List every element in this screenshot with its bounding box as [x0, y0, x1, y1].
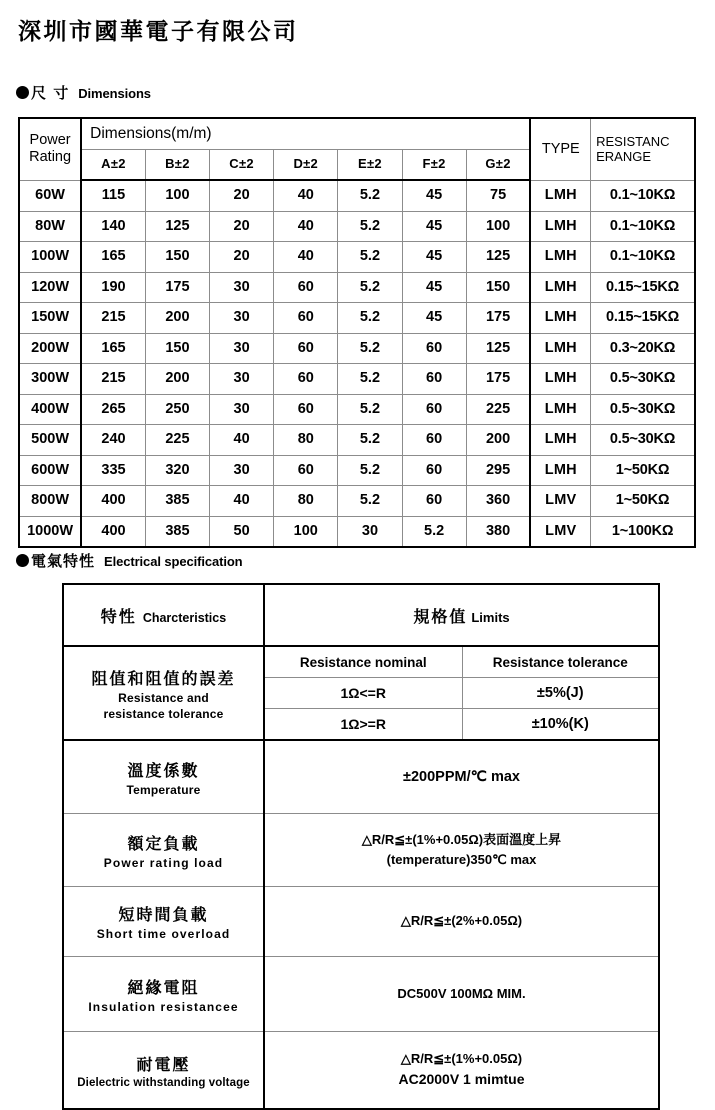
char-resistance-cn: 阻值和阻值的誤差	[91, 668, 236, 688]
cell-dim-c: 30	[210, 455, 274, 486]
table-row	[19, 303, 695, 334]
cell-type: LMV	[530, 516, 590, 547]
char-resistance	[63, 646, 264, 740]
value-dielectric-voltage	[264, 1032, 659, 1110]
cell-dim-c: 30	[210, 364, 274, 395]
subheader-resistance-nominal: Resistance nominal	[264, 646, 462, 678]
cell-dim-c: 20	[210, 211, 274, 242]
cell-dim-e: 5.2	[338, 180, 402, 211]
cell-type: LMH	[530, 364, 590, 395]
value-power-rating-load-line2: (temperature)350℃ max	[386, 852, 537, 867]
value-dielectric-voltage-line1: △R/R≦±(1%+0.05Ω)	[400, 1051, 523, 1067]
char-dielectric-voltage-cn: 耐電壓	[136, 1054, 191, 1074]
cell-tolerance-value: ±10%(K)	[462, 709, 659, 741]
header-resistance-range-line1: RESISTANC	[596, 134, 670, 150]
cell-resistance-range: 1~50KΩ	[591, 486, 695, 517]
cell-type: LMH	[530, 394, 590, 425]
cell-dim-c: 20	[210, 180, 274, 211]
cell-dim-g: 75	[466, 180, 530, 211]
header-power-rating-line1: Power	[29, 132, 71, 149]
table-row	[19, 333, 695, 364]
section-heading-electrical	[16, 550, 243, 571]
header-dim-d: D±2	[274, 149, 338, 180]
cell-dim-e: 5.2	[338, 272, 402, 303]
cell-resistance-range: 0.15~15KΩ	[591, 303, 695, 334]
electrical-header-row	[63, 584, 659, 646]
table-row	[19, 455, 695, 486]
cell-dim-e: 30	[338, 516, 402, 547]
cell-type: LMH	[530, 272, 590, 303]
bullet-icon	[16, 554, 29, 567]
cell-power-rating: 1000W	[19, 516, 81, 547]
cell-dim-g: 175	[466, 364, 530, 395]
table-row	[63, 957, 659, 1032]
bullet-icon	[16, 86, 29, 99]
table-row	[19, 516, 695, 547]
section-heading-dimensions-cn: 尺 寸	[31, 84, 70, 102]
cell-power-rating: 150W	[19, 303, 81, 334]
cell-dim-f: 60	[402, 425, 466, 456]
cell-resistance-range: 0.1~10KΩ	[591, 180, 695, 211]
value-temperature: ±200PPM/℃ max	[264, 740, 659, 814]
cell-resistance-range: 0.3~20KΩ	[591, 333, 695, 364]
table-row	[63, 814, 659, 887]
cell-dim-d: 80	[274, 486, 338, 517]
table-row	[63, 740, 659, 814]
section-heading-electrical-en: Electrical specification	[104, 554, 243, 569]
cell-power-rating: 60W	[19, 180, 81, 211]
cell-power-rating: 120W	[19, 272, 81, 303]
header-dim-e: E±2	[338, 149, 402, 180]
char-temperature-en: Temperature	[126, 782, 201, 797]
cell-dim-e: 5.2	[338, 211, 402, 242]
cell-dim-a: 400	[81, 486, 145, 517]
cell-dim-a: 240	[81, 425, 145, 456]
table-row-resistance	[63, 646, 659, 678]
cell-dim-a: 140	[81, 211, 145, 242]
dimensions-table	[18, 117, 696, 548]
cell-power-rating: 100W	[19, 242, 81, 273]
char-short-time-overload-cn: 短時間負載	[118, 905, 209, 924]
cell-dim-a: 215	[81, 303, 145, 334]
header-dim-c: C±2	[210, 149, 274, 180]
cell-dim-b: 100	[145, 180, 209, 211]
cell-dim-a: 265	[81, 394, 145, 425]
cell-dim-d: 40	[274, 180, 338, 211]
cell-dim-f: 60	[402, 333, 466, 364]
cell-type: LMH	[530, 333, 590, 364]
cell-dim-f: 60	[402, 394, 466, 425]
cell-dim-b: 200	[145, 364, 209, 395]
cell-nominal-value: 1Ω<=R	[264, 678, 462, 709]
cell-dim-e: 5.2	[338, 333, 402, 364]
table-row	[63, 1032, 659, 1110]
header-characteristics-en: Charcteristics	[142, 610, 227, 625]
char-short-time-overload	[63, 887, 264, 957]
char-power-rating-load-cn: 額定負載	[127, 833, 200, 853]
cell-dim-a: 335	[81, 455, 145, 486]
cell-dim-d: 60	[274, 394, 338, 425]
cell-dim-e: 5.2	[338, 303, 402, 334]
cell-dim-f: 60	[402, 486, 466, 517]
cell-dim-f: 45	[402, 242, 466, 273]
cell-dim-g: 295	[466, 455, 530, 486]
cell-dim-f: 60	[402, 455, 466, 486]
table-row	[19, 211, 695, 242]
cell-dim-c: 30	[210, 303, 274, 334]
cell-type: LMH	[530, 455, 590, 486]
cell-type: LMV	[530, 486, 590, 517]
cell-power-rating: 400W	[19, 394, 81, 425]
cell-power-rating: 600W	[19, 455, 81, 486]
header-dim-b: B±2	[145, 149, 209, 180]
char-insulation-resistance	[63, 957, 264, 1032]
header-dimensions-group: Dimensions(m/m)	[81, 118, 530, 149]
header-type: TYPE	[530, 118, 590, 180]
table-row	[19, 394, 695, 425]
cell-dim-e: 5.2	[338, 242, 402, 273]
cell-power-rating: 300W	[19, 364, 81, 395]
char-dielectric-voltage	[63, 1032, 264, 1110]
value-insulation-resistance: DC500V 100MΩ MIM.	[264, 957, 659, 1032]
char-insulation-resistance-cn: 絕緣電阻	[127, 977, 200, 997]
cell-dim-d: 40	[274, 211, 338, 242]
cell-dim-e: 5.2	[338, 364, 402, 395]
table-row	[19, 486, 695, 517]
cell-dim-d: 60	[274, 455, 338, 486]
cell-power-rating: 200W	[19, 333, 81, 364]
cell-dim-f: 5.2	[402, 516, 466, 547]
cell-dim-g: 380	[466, 516, 530, 547]
cell-resistance-range: 0.5~30KΩ	[591, 364, 695, 395]
dimensions-header-row-group	[19, 118, 695, 149]
cell-type: LMH	[530, 425, 590, 456]
cell-dim-c: 50	[210, 516, 274, 547]
cell-type: LMH	[530, 303, 590, 334]
cell-dim-d: 80	[274, 425, 338, 456]
section-heading-electrical-cn: 電氣特性	[31, 552, 96, 570]
cell-resistance-range: 1~100KΩ	[591, 516, 695, 547]
table-row	[63, 887, 659, 957]
cell-power-rating: 80W	[19, 211, 81, 242]
char-insulation-resistance-en: Insulation resistancee	[88, 999, 239, 1014]
cell-resistance-range: 0.5~30KΩ	[591, 394, 695, 425]
cell-dim-c: 40	[210, 425, 274, 456]
header-resistance-range-line2: ERANGE	[596, 149, 652, 165]
cell-resistance-range: 0.5~30KΩ	[591, 425, 695, 456]
cell-dim-b: 200	[145, 303, 209, 334]
char-dielectric-voltage-en: Dielectric withstanding voltage	[77, 1076, 250, 1089]
cell-dim-b: 125	[145, 211, 209, 242]
header-dim-g: G±2	[466, 149, 530, 180]
cell-type: LMH	[530, 211, 590, 242]
cell-tolerance-value: ±5%(J)	[462, 678, 659, 709]
header-limits-cn: 規格值	[413, 606, 468, 626]
cell-dim-g: 200	[466, 425, 530, 456]
cell-dim-c: 20	[210, 242, 274, 273]
cell-dim-d: 60	[274, 303, 338, 334]
header-limits	[264, 584, 659, 646]
cell-dim-b: 225	[145, 425, 209, 456]
cell-dim-g: 175	[466, 303, 530, 334]
header-dim-a: A±2	[81, 149, 145, 180]
char-power-rating-load-en: Power rating load	[103, 855, 224, 870]
cell-power-rating: 500W	[19, 425, 81, 456]
cell-dim-f: 45	[402, 180, 466, 211]
header-characteristics-cn: 特性	[100, 606, 137, 626]
value-dielectric-voltage-line2: AC2000V 1 mimtue	[398, 1071, 525, 1088]
cell-dim-g: 125	[466, 333, 530, 364]
char-resistance-en-line2: resistance tolerance	[103, 706, 224, 721]
cell-dim-a: 400	[81, 516, 145, 547]
cell-dim-d: 40	[274, 242, 338, 273]
cell-dim-d: 60	[274, 272, 338, 303]
table-row	[19, 242, 695, 273]
cell-dim-e: 5.2	[338, 455, 402, 486]
cell-dim-b: 250	[145, 394, 209, 425]
cell-dim-b: 385	[145, 486, 209, 517]
cell-resistance-range: 1~50KΩ	[591, 455, 695, 486]
cell-dim-d: 60	[274, 364, 338, 395]
table-row	[19, 180, 695, 211]
electrical-specification-table	[62, 583, 660, 1110]
cell-type: LMH	[530, 180, 590, 211]
cell-dim-g: 360	[466, 486, 530, 517]
cell-dim-g: 100	[466, 211, 530, 242]
header-power-rating	[19, 118, 81, 180]
header-limits-en: Limits	[471, 609, 510, 625]
cell-dim-a: 165	[81, 242, 145, 273]
cell-dim-e: 5.2	[338, 486, 402, 517]
cell-resistance-range: 0.1~10KΩ	[591, 211, 695, 242]
header-resistance-range	[591, 118, 695, 180]
cell-dim-c: 40	[210, 486, 274, 517]
header-power-rating-line2: Rating	[29, 149, 72, 166]
char-temperature	[63, 740, 264, 814]
cell-dim-f: 45	[402, 272, 466, 303]
cell-dim-c: 30	[210, 272, 274, 303]
value-power-rating-load-line1: △R/R≦±(1%+0.05Ω)表面溫度上昇	[361, 831, 562, 847]
cell-resistance-range: 0.1~10KΩ	[591, 242, 695, 273]
cell-dim-c: 30	[210, 394, 274, 425]
value-power-rating-load	[264, 814, 659, 887]
char-temperature-cn: 溫度係數	[127, 760, 200, 780]
char-power-rating-load	[63, 814, 264, 887]
subheader-resistance-tolerance: Resistance tolerance	[462, 646, 659, 678]
section-heading-dimensions-en: Dimensions	[78, 86, 151, 101]
table-row	[19, 272, 695, 303]
cell-dim-b: 385	[145, 516, 209, 547]
cell-dim-e: 5.2	[338, 425, 402, 456]
header-characteristics	[63, 584, 264, 646]
char-short-time-overload-en: Short time overload	[96, 927, 231, 941]
cell-dim-b: 150	[145, 242, 209, 273]
section-heading-dimensions	[16, 82, 151, 103]
cell-dim-d: 100	[274, 516, 338, 547]
value-short-time-overload: △R/R≦±(2%+0.05Ω)	[264, 887, 659, 957]
cell-dim-b: 175	[145, 272, 209, 303]
cell-dim-f: 45	[402, 211, 466, 242]
cell-dim-g: 150	[466, 272, 530, 303]
cell-dim-c: 30	[210, 333, 274, 364]
cell-dim-a: 190	[81, 272, 145, 303]
char-resistance-en-line1: Resistance and	[118, 690, 209, 705]
cell-dim-b: 150	[145, 333, 209, 364]
cell-type: LMH	[530, 242, 590, 273]
table-row	[19, 364, 695, 395]
cell-dim-a: 115	[81, 180, 145, 211]
cell-dim-f: 45	[402, 303, 466, 334]
cell-nominal-value: 1Ω>=R	[264, 709, 462, 741]
cell-dim-g: 125	[466, 242, 530, 273]
cell-dim-g: 225	[466, 394, 530, 425]
cell-dim-f: 60	[402, 364, 466, 395]
cell-dim-b: 320	[145, 455, 209, 486]
cell-dim-a: 165	[81, 333, 145, 364]
company-title: 深圳市國華電子有限公司	[18, 18, 299, 45]
cell-power-rating: 800W	[19, 486, 81, 517]
cell-resistance-range: 0.15~15KΩ	[591, 272, 695, 303]
header-dim-f: F±2	[402, 149, 466, 180]
cell-dim-a: 215	[81, 364, 145, 395]
table-row	[19, 425, 695, 456]
cell-dim-d: 60	[274, 333, 338, 364]
cell-dim-e: 5.2	[338, 394, 402, 425]
